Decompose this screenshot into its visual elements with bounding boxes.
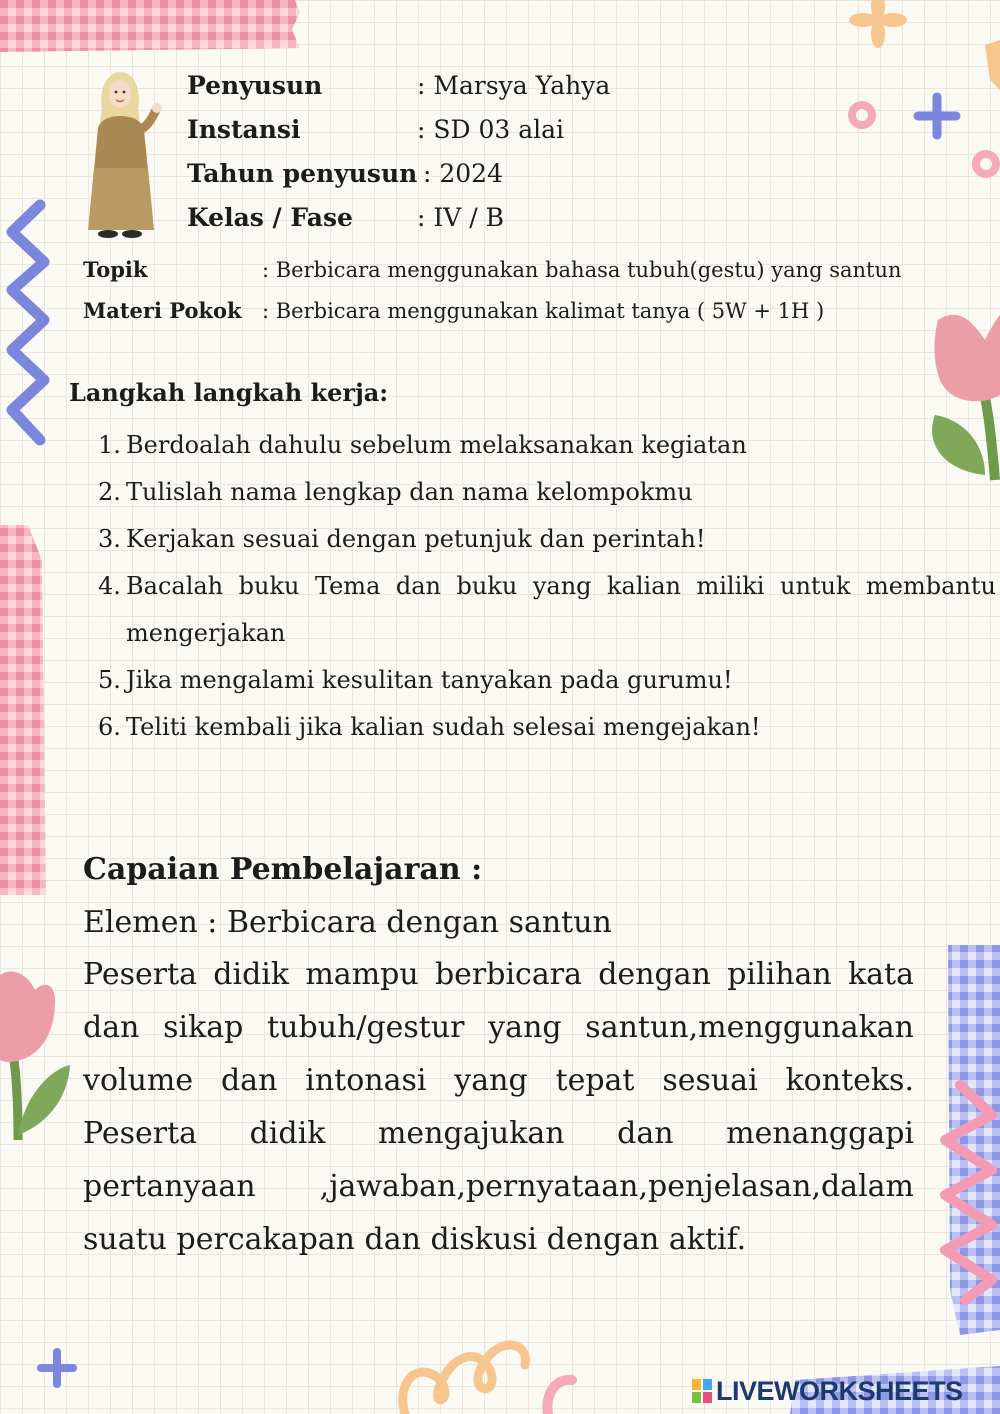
materi-row — [83, 297, 825, 325]
info-row-kelas — [187, 203, 504, 233]
step-number: 3. — [98, 525, 121, 553]
materi-label: Materi Pokok — [83, 298, 242, 323]
list-item — [98, 657, 996, 704]
topik-row — [83, 256, 902, 284]
orange-flower-icon — [849, 0, 907, 48]
list-item — [98, 469, 996, 516]
info-label: Tahun penyusun — [187, 159, 418, 188]
capaian-title: Capaian Pembelajaran : — [83, 852, 483, 887]
info-label: Kelas / Fase — [187, 203, 353, 232]
pink-ring-icon — [976, 154, 996, 174]
info-label: Penyusun — [187, 71, 323, 100]
info-row-tahun — [187, 159, 503, 189]
step-number: 6. — [98, 713, 121, 741]
info-value: : IV / B — [417, 203, 504, 232]
blue-plus-icon — [918, 97, 956, 135]
list-item — [98, 422, 996, 469]
pink-ring-icon — [852, 105, 872, 125]
steps-list — [98, 422, 996, 751]
pink-tape-top — [0, 0, 300, 52]
liveworksheets-logo[interactable] — [692, 1374, 963, 1408]
info-value: : Marsya Yahya — [417, 71, 611, 100]
pink-arc — [547, 1380, 572, 1414]
info-value: : 2024 — [423, 159, 503, 188]
step-number: 4. — [98, 572, 121, 600]
teacher-avatar — [88, 72, 162, 238]
step-number: 5. — [98, 666, 121, 694]
step-number: 1. — [98, 431, 121, 459]
steps-title: Langkah langkah kerja: — [69, 378, 389, 407]
info-label: Instansi — [187, 115, 301, 144]
tulip-left — [0, 971, 70, 1140]
blue-plus-icon — [41, 1352, 73, 1384]
info-row-instansi — [187, 115, 565, 145]
topik-value: : Berbicara menggunakan bahasa tubuh(gestu) yang santun — [262, 258, 902, 282]
topik-label: Topik — [83, 257, 148, 282]
list-item — [98, 563, 996, 657]
capaian-elemen: Elemen : Berbicara dengan santun — [83, 905, 612, 940]
list-item — [98, 704, 996, 751]
step-text: Jika mengalami kesulitan tanyakan pada gurumu! — [126, 666, 733, 694]
step-text: Teliti kembali jika kalian sudah selesai mengejakan! — [126, 713, 761, 741]
step-text: Berdoalah dahulu sebelum melaksanakan kegiatan — [126, 431, 747, 459]
blue-zigzag-left — [12, 205, 44, 440]
capaian-body: Peserta didik mampu berbicara dengan pilihan kata dan sikap tubuh/gestur yang santun,menggunakan volume dan intonasi yang tepat sesuai konteks. Peserta didik mengajukan dan menanggapi pertanyaan ,jawaban,pernyataan,penjelasan,dalam suatu percakapan dan diskusi dengan aktif. — [83, 957, 914, 1257]
info-row-penyusun — [187, 71, 611, 101]
pink-tape-left — [0, 525, 46, 895]
step-number: 2. — [98, 478, 121, 506]
orange-squiggle — [403, 1345, 526, 1414]
info-value: : SD 03 alai — [417, 115, 565, 144]
step-text: Tulislah nama lengkap dan nama kelompokmu — [126, 478, 693, 506]
list-item — [98, 516, 996, 563]
orange-star-edge — [985, 40, 1000, 90]
logo-text: LIVEWORKSHEETS — [716, 1375, 963, 1406]
materi-value: : Berbicara menggunakan kalimat tanya ( 5W + 1H ) — [262, 299, 825, 323]
logo-mark-icon — [692, 1379, 712, 1403]
step-text: Bacalah buku Tema dan buku yang kalian miliki untuk membantu mengerjakan — [126, 572, 996, 647]
step-text: Kerjakan sesuai dengan petunjuk dan perintah! — [126, 525, 706, 553]
